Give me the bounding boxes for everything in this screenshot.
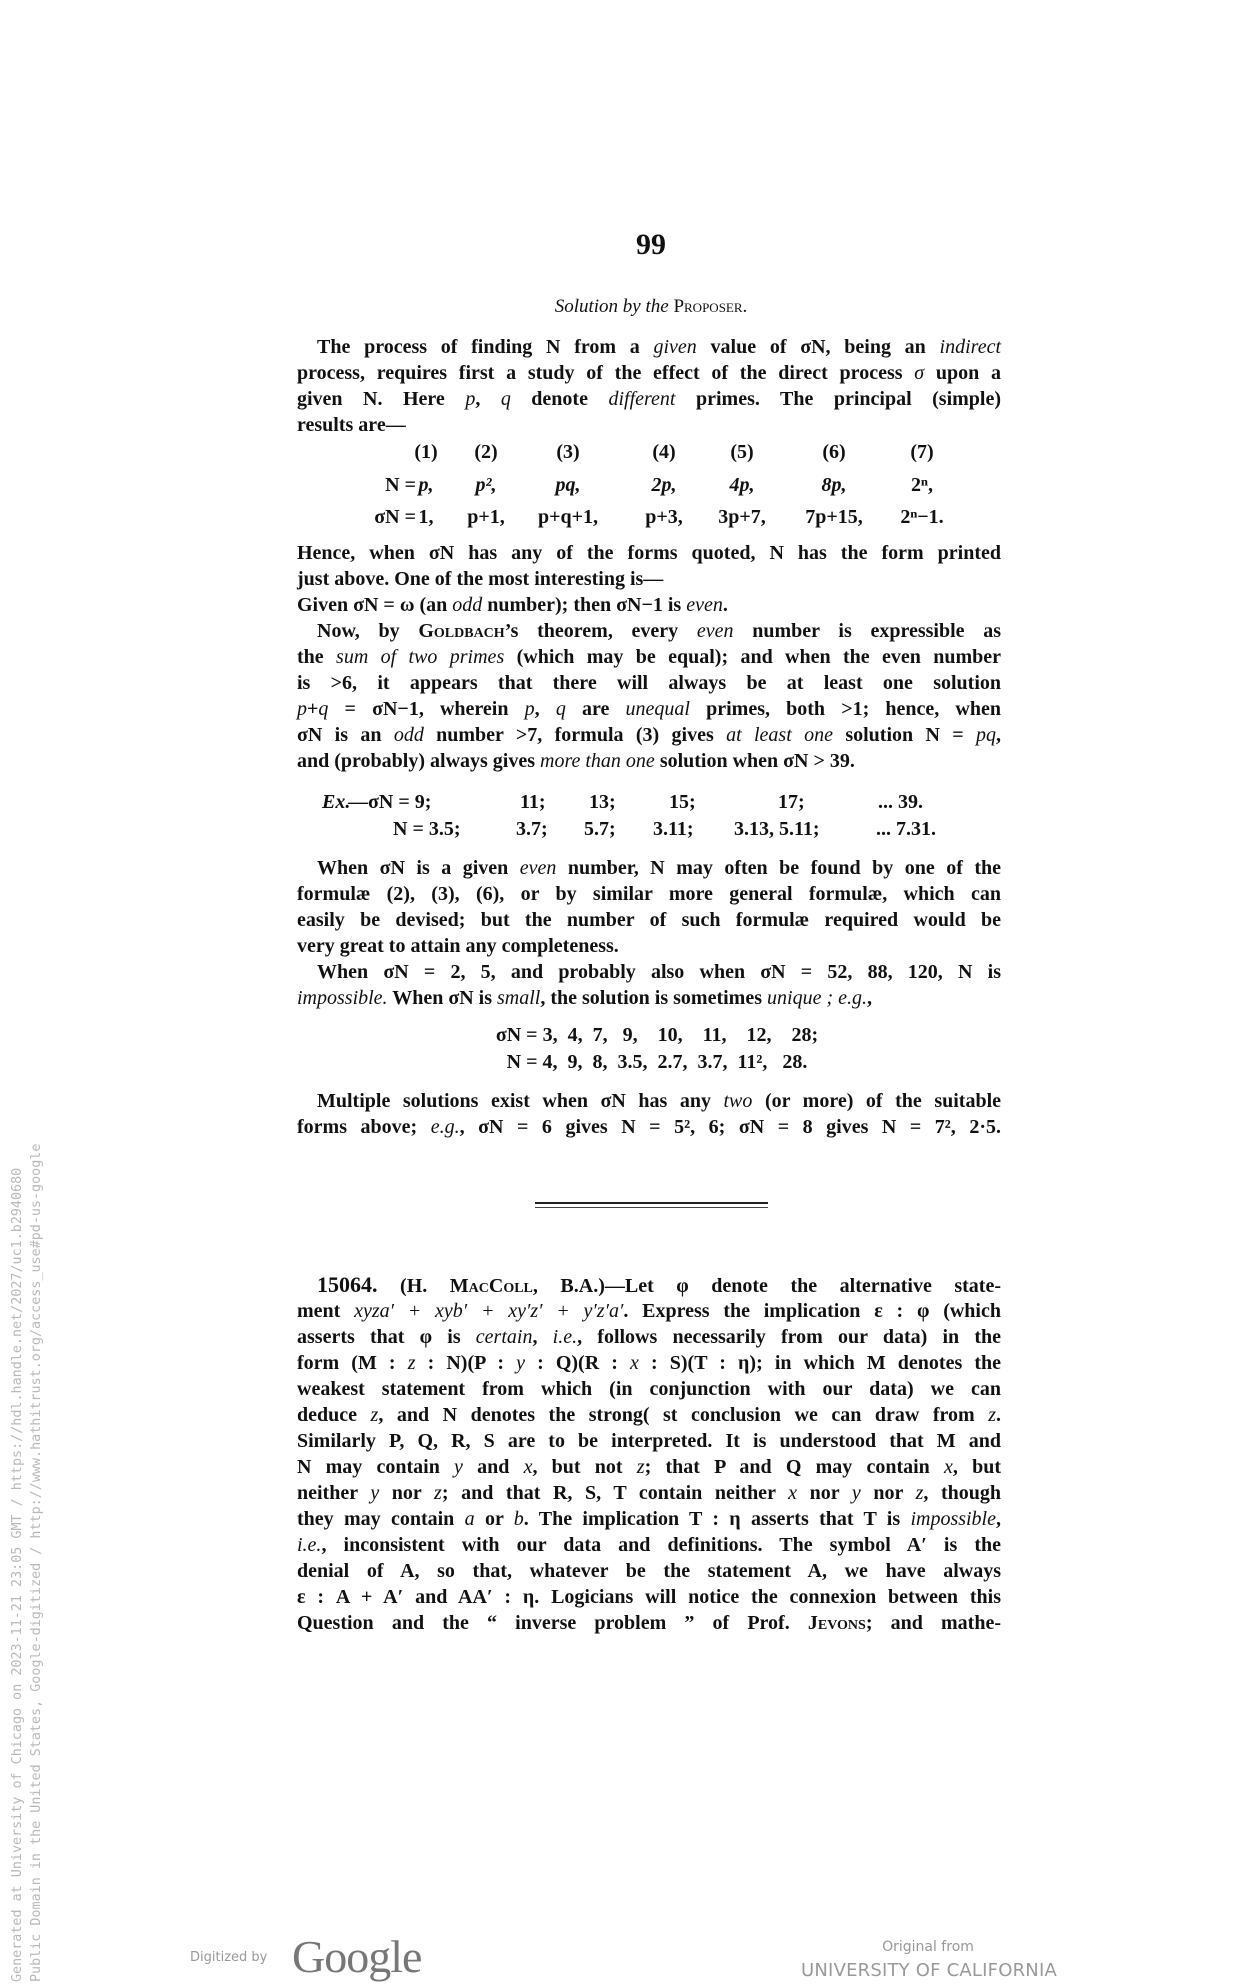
text-run: , (996, 1508, 1001, 1530)
text-run: ; and that R, S, T contain neither (441, 1482, 789, 1504)
text-run: : N)(P : (415, 1352, 517, 1374)
small-cases-sigma-row: σN = 3, 4, 7, 9, 10, 11, 12, 28; (495, 1024, 819, 1046)
text-line (297, 1558, 1001, 1584)
text-run: When σN = 2, 5, and probably also when σN = 52, 88, 120, N is (317, 961, 1001, 983)
text-run: deduce (297, 1404, 371, 1426)
text-run: i.e. (297, 1534, 322, 1556)
text-run: odd (452, 594, 483, 616)
text-run: (H. (377, 1275, 450, 1297)
form-column-header: (3) (556, 441, 580, 463)
example-label: Ex. (322, 791, 351, 813)
text-run: , (475, 388, 501, 410)
text-run: = σN−1, wherein (328, 698, 525, 720)
example-sigma-cell: 17; (778, 791, 805, 813)
text-run: , but not (532, 1456, 637, 1478)
sigma-value-cell: 3p+7, (718, 506, 766, 528)
form-column-header: (4) (652, 441, 676, 463)
text-line (297, 1506, 1001, 1532)
text-run: x (944, 1456, 953, 1478)
example-sigma-cell: ... 39. (878, 791, 923, 813)
text-run: σ (914, 362, 925, 384)
text-run: ; that P and Q may contain (644, 1456, 944, 1478)
text-line (297, 748, 1001, 774)
example-n-cell: 5.7; (584, 818, 616, 840)
text-run: y (851, 1482, 861, 1504)
text-run: even (686, 594, 723, 616)
text-run: number, N may often be found by one of the (556, 857, 1002, 879)
text-run: : S)(T : η); in which M denotes the (638, 1352, 1002, 1374)
text-run: given (653, 336, 697, 358)
text-run: number); then σN−1 is (482, 594, 687, 616)
text-line (297, 1480, 1001, 1506)
text-line (297, 907, 1001, 933)
section-divider-thick (535, 1202, 768, 1204)
heading-name-sc: roposer. (684, 296, 748, 317)
n-row-label: N = (385, 474, 416, 496)
text-run: indirect (939, 336, 1002, 358)
text-line (297, 1324, 1001, 1350)
text-line (297, 334, 1001, 360)
text-run: neither (297, 1482, 371, 1504)
text-run: just above. One of the most interesting is— (297, 568, 664, 590)
text-line (297, 1532, 1001, 1558)
n-value-cell: p, (418, 474, 434, 496)
text-run: , the solution is sometimes (540, 987, 768, 1009)
text-run: Now, by (317, 620, 419, 642)
text-run: + (307, 698, 319, 720)
text-run: y (370, 1482, 380, 1504)
text-run: y (454, 1456, 463, 1478)
solution-heading (0, 296, 1241, 318)
form-column-header: (2) (474, 441, 498, 463)
text-run: Given σN = ω (an (297, 594, 453, 616)
text-line (297, 933, 1001, 959)
text-run: upon a (924, 362, 1001, 384)
n-value-cell: p², (475, 474, 497, 496)
text-line (297, 386, 1001, 412)
text-run: form (M : (297, 1352, 408, 1374)
text-run: p (297, 698, 307, 720)
text-run: pq (976, 724, 996, 746)
text-run: : Q)(R : (524, 1352, 631, 1374)
text-run: p (465, 388, 476, 410)
form-column-header: (5) (730, 441, 754, 463)
text-run: number >7, formula (3) gives (423, 724, 727, 746)
text-run: different (608, 388, 676, 410)
text-run: e.g. (430, 1116, 460, 1138)
text-run: q (318, 698, 329, 720)
text-run: weakest statement from which (in conjunction with our data) we can (297, 1378, 1001, 1400)
text-run: denote (510, 388, 609, 410)
text-line (297, 1610, 1001, 1636)
text-run: q (500, 388, 511, 410)
text-line (297, 985, 1001, 1011)
text-run: nor (860, 1482, 916, 1504)
text-run: even (519, 857, 557, 879)
text-run: (which may be equal); and when the even number (504, 646, 1002, 668)
text-run: x (788, 1482, 798, 1504)
text-line (297, 566, 1001, 592)
watermark-line: Public Domain in the United States, Google-digitized / http://www.hathitrust.org/access_use#pd-us-google (29, 1143, 44, 1982)
text-run: and (462, 1456, 524, 1478)
text-run: , and N denotes the strong( st conclusion we can draw from (378, 1404, 989, 1426)
text-run: Goldbach (418, 620, 505, 642)
example-n-cell: N = 3.5; (393, 818, 461, 840)
text-run: process, requires first a study of the effect of the direct process (297, 362, 915, 384)
text-run: . The implication T : η asserts that T is (523, 1508, 911, 1530)
example-sigma-cell: 13; (589, 791, 616, 813)
text-line (297, 618, 1001, 644)
text-run: Similarly P, Q, R, S are to be interpreted. It is understood that M and (297, 1430, 1001, 1452)
text-line (297, 360, 1001, 386)
google-logo: Google (292, 1931, 422, 1982)
text-run: or (474, 1508, 514, 1530)
side-watermark (8, 1144, 46, 1982)
paragraph-hence (297, 540, 1001, 774)
text-run: , σN = 6 gives N = 5², 6; σN = 8 gives N = 7², 2·5. (459, 1116, 1002, 1138)
text-run: y (516, 1352, 525, 1374)
sigma-value-cell: 1, (418, 506, 434, 528)
text-run: b (513, 1508, 524, 1530)
n-value-cell: 2ⁿ, (911, 474, 933, 496)
text-run: , follows necessarily from our data) in the (577, 1326, 1002, 1348)
text-line (297, 696, 1001, 722)
text-run: solution N = (832, 724, 976, 746)
text-run: Hence, when σN has any of the forms quoted, N has the form printed (297, 542, 1001, 564)
text-run: xyza′ + xyb′ + xy′z′ + y′z′a′ (354, 1300, 624, 1322)
text-run: σN is an (297, 724, 394, 746)
text-run: 15064. (317, 1272, 378, 1297)
text-run: When σN is (387, 987, 497, 1009)
text-line (297, 540, 1001, 566)
text-run: certain (475, 1326, 533, 1348)
text-run: z (407, 1352, 416, 1374)
text-run: impossible. (297, 987, 388, 1009)
text-run: q (555, 698, 566, 720)
text-run: x (630, 1352, 639, 1374)
original-from-label: Original from (882, 1939, 974, 1955)
text-run: , inconsistent with our data and definitions. The symbol A′ is the (321, 1534, 1001, 1556)
text-line (297, 1584, 1001, 1610)
text-run: asserts that φ is (297, 1326, 476, 1348)
text-run: unequal (625, 698, 690, 720)
text-run: and (probably) always gives (297, 750, 541, 772)
text-run: is >6, it appears that there will always be at least one solution (297, 672, 1001, 694)
text-line (297, 592, 1001, 618)
heading-italic: Solution by the (554, 296, 669, 317)
example-n-cell: ... 7.31. (876, 818, 936, 840)
text-run: denial of A, so that, whatever be the statement A, we have always (297, 1560, 1001, 1582)
text-run: ’s theorem, every (504, 620, 697, 642)
text-run: z (636, 1456, 645, 1478)
text-run: , (534, 698, 556, 720)
example-n-cell: 3.7; (516, 818, 548, 840)
text-run: at least one (726, 724, 833, 746)
text-run: even (696, 620, 734, 642)
sigma-value-cell: p+1, (467, 506, 505, 528)
digitized-by-label: Digitized by (190, 1950, 268, 1965)
sigma-value-cell: 7p+15, (805, 506, 863, 528)
n-value-cell: 8p, (821, 474, 847, 496)
watermark-line: Generated at University of Chicago on 2023-11-21 23:05 GMT / https://hdl.handle.net/2027/uc1.b2940680 (10, 1167, 25, 1982)
text-line (297, 722, 1001, 748)
text-run: results are— (297, 414, 406, 436)
text-run: When σN is a given (317, 857, 520, 879)
text-line (297, 881, 1001, 907)
sigma-value-cell: 2ⁿ−1. (900, 506, 944, 528)
text-run: more than one (540, 750, 655, 772)
text-run: , but (952, 1456, 1001, 1478)
example-sigma-cell: 15; (669, 791, 696, 813)
text-line (297, 855, 1001, 881)
text-run: two (723, 1090, 753, 1112)
form-column-header: (7) (910, 441, 934, 463)
text-line (297, 670, 1001, 696)
text-run: , though (923, 1482, 1002, 1504)
text-run: are (565, 698, 626, 720)
text-line (297, 1114, 1001, 1140)
paragraph-multiple (297, 1088, 1001, 1140)
text-run: unique ; e.g. (767, 987, 867, 1009)
page-number: 99 (636, 228, 666, 261)
example-sigma-cell: 11; (520, 791, 546, 813)
text-line (297, 1298, 1001, 1324)
text-line (297, 1088, 1001, 1114)
text-run: small (497, 987, 541, 1009)
text-run: MacColl (449, 1275, 533, 1297)
text-run: given N. Here (297, 388, 466, 410)
sigma-row-label: σN = (374, 506, 416, 528)
paragraph-process (297, 334, 1001, 438)
text-run: , (867, 987, 872, 1009)
text-line (297, 412, 1001, 438)
text-run: ment (297, 1300, 355, 1322)
text-run: number is expressible as (733, 620, 1002, 642)
text-run: very great to attain any completeness. (297, 935, 619, 957)
text-run: sum of two primes (336, 646, 505, 668)
text-run: . (722, 594, 728, 616)
text-run: z (988, 1404, 996, 1426)
text-run: i.e. (552, 1326, 578, 1348)
question-15064 (297, 1272, 1001, 1636)
sigma-value-cell: p+q+1, (537, 506, 599, 528)
text-run: odd (393, 724, 424, 746)
text-line (297, 644, 1001, 670)
text-run: primes, both >1; hence, when (689, 698, 1001, 720)
institution-name: UNIVERSITY OF CALIFORNIA (801, 1960, 1057, 1981)
text-run: they may contain (297, 1508, 465, 1530)
text-run: The process of finding N from a (317, 336, 654, 358)
paragraph-even (297, 855, 1001, 1011)
text-run: ε : A + A′ and AA′ : η. Logicians will notice the connexion between this (297, 1586, 1001, 1608)
text-line (297, 1376, 1001, 1402)
text-run: z (370, 1404, 379, 1426)
text-line (297, 959, 1001, 985)
text-run: p (524, 698, 535, 720)
text-run: , (996, 724, 1001, 746)
text-run: Question and the “ inverse problem ” of Prof. (297, 1612, 808, 1634)
form-column-header: (6) (822, 441, 846, 463)
text-run: value of σN, being an (696, 336, 940, 358)
example-n-cell: 3.11; (653, 818, 694, 840)
n-value-cell: pq, (555, 474, 581, 496)
text-run: z (915, 1482, 924, 1504)
text-run: ; and mathe- (865, 1612, 1001, 1634)
text-run: . Express the implication ε : φ (which (623, 1300, 1001, 1322)
text-run: impossible (910, 1508, 996, 1530)
text-run: . (996, 1404, 1001, 1426)
text-run: (or more) of the suitable (752, 1090, 1001, 1112)
text-line (297, 1428, 1001, 1454)
example-sigma-cell: —σN = 9; (348, 791, 432, 813)
text-run: solution when σN > 39. (654, 750, 855, 772)
text-run: Multiple solutions exist when σN has any (317, 1090, 724, 1112)
sigma-value-cell: p+3, (645, 506, 683, 528)
text-run: formulæ (2), (3), (6), or by similar more general formulæ, which can (297, 883, 1001, 905)
form-column-header: (1) (414, 441, 438, 463)
text-run: N may contain (297, 1456, 455, 1478)
text-line (297, 1454, 1001, 1480)
n-value-cell: 2p, (651, 474, 677, 496)
text-run: z (434, 1482, 442, 1504)
text-line (297, 1272, 1001, 1298)
text-run: the (297, 646, 337, 668)
heading-name-cap: P (673, 296, 685, 317)
text-run: forms above; (297, 1116, 431, 1138)
example-n-cell: 3.13, 5.11; (734, 818, 820, 840)
text-run: easily be devised; but the number of such formulæ required would be (297, 909, 1001, 931)
text-line (297, 1402, 1001, 1428)
text-run: Jevons (807, 1612, 866, 1634)
text-line (297, 1350, 1001, 1376)
text-run: , B.A.)—Let φ denote the alternative state- (532, 1275, 1002, 1297)
text-run: primes. The principal (simple) (675, 388, 1002, 410)
text-run: , (532, 1326, 553, 1348)
text-run: nor (797, 1482, 852, 1504)
text-run: x (523, 1456, 533, 1478)
section-divider-thin (535, 1207, 768, 1208)
text-run: a (464, 1508, 475, 1530)
n-value-cell: 4p, (729, 474, 755, 496)
small-cases-n-row: N = 4, 9, 8, 3.5, 2.7, 3.7, 11², 28. (506, 1051, 808, 1073)
text-run: nor (379, 1482, 435, 1504)
